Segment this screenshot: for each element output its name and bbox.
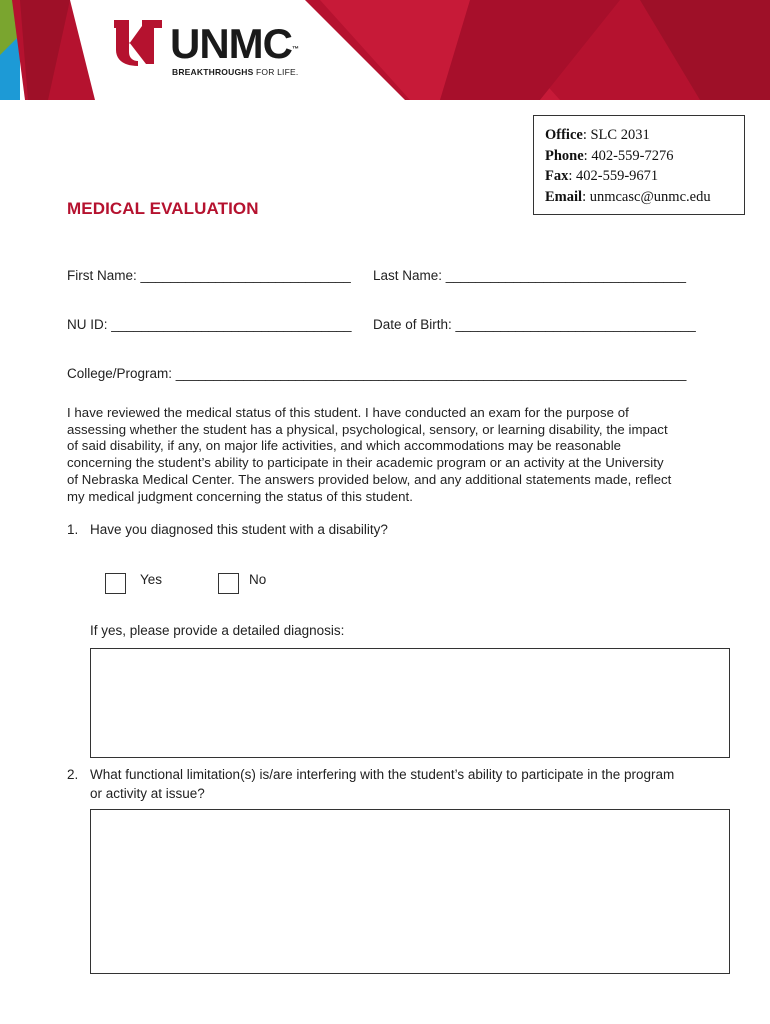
email-line: Email: unmcasc@unmc.edu [545,188,711,205]
q1-followup-text: If yes, please provide a detailed diagnosis: [90,623,345,638]
intro-line: assessing whether the student has a physical, psychological, sensory, or learning disability, the impact [67,421,668,437]
intro-line: concerning the student’s ability to participate in their academic program or an activity at the University [67,455,664,471]
no-label: No [249,572,267,587]
phone-line: Phone: 402-559-7276 [545,147,674,164]
first-name-field[interactable]: First Name: ____________________________ [67,268,351,283]
college-program-field[interactable]: College/Program: ____________________________________________________________________ [67,366,687,381]
intro-paragraph [67,405,707,505]
date-of-birth-field[interactable]: Date of Birth: ________________________________ [373,317,696,332]
fax-line: Fax: 402-559-9671 [545,168,659,184]
unmc-n-mark-icon [112,18,164,68]
q1-number: 1. [67,522,79,537]
page-header [0,0,770,100]
logo-tagline: BREAKTHROUGHS FOR LIFE. [172,67,299,77]
q2-text-line2: or activity at issue? [90,786,205,801]
logo-wordmark: UNMC™ [170,20,298,67]
intro-line: my medical judgment concerning the status of this student. [67,488,413,504]
contact-info-box [533,115,745,215]
intro-line: I have reviewed the medical status of this student. I have conducted an exam for the purpose of [67,405,629,420]
q1-text: Have you diagnosed this student with a disability? [90,522,388,537]
intro-line: of said disability, if any, on major life activities, and which accommodations may be reasonable [67,438,622,454]
q2-number: 2. [67,767,79,782]
no-checkbox[interactable] [218,573,239,594]
q2-text-line1: What functional limitation(s) is/are interfering with the student’s ability to participate in the program [90,767,675,782]
form-title: MEDICAL EVALUATION [67,199,259,218]
limitations-textarea[interactable] [90,809,730,974]
yes-label: Yes [140,572,163,587]
nu-id-field[interactable]: NU ID: ________________________________ [67,317,352,332]
yes-checkbox[interactable] [105,573,126,594]
last-name-field[interactable]: Last Name: ________________________________ [373,268,687,283]
office-line: Office: SLC 2031 [545,127,650,143]
diagnosis-textarea[interactable] [90,648,730,758]
intro-line: of Nebraska Medical Center. The answers provided below, and any additional statements made, reflect [67,471,672,487]
